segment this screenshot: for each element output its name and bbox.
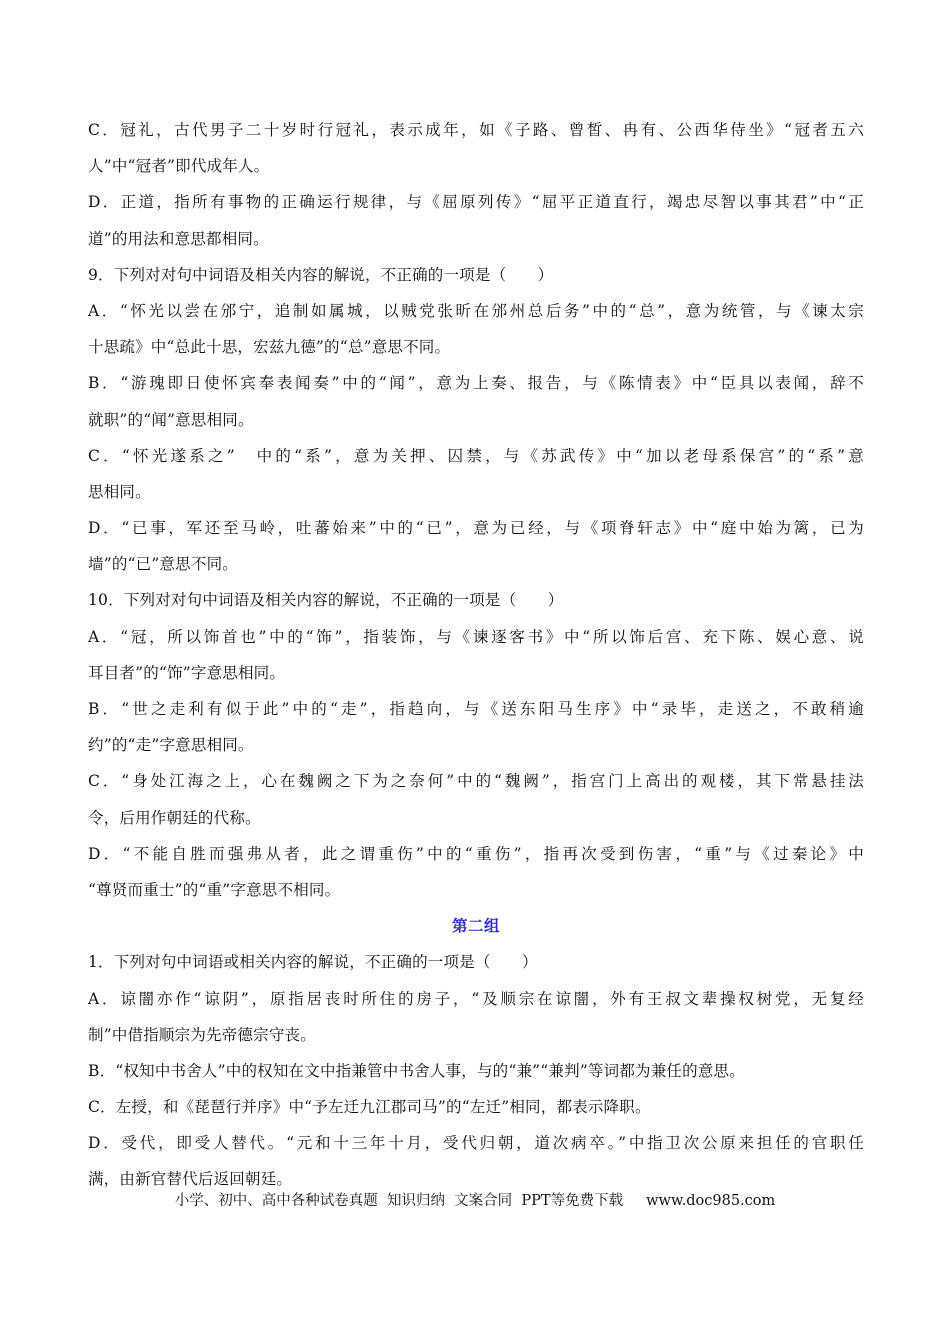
section-title: 第二组 xyxy=(451,916,500,936)
text-line: D．“不能自胜而强弗从者，此之谓重伤”中的“重伤”，指再次受到伤害，“重”与《过秦论》中 xyxy=(88,844,864,863)
text-line: B．“权知中书舍人”中的权知在文中指兼管中书舍人事，与的“兼”“兼判”等词都为兼任的意思。 xyxy=(88,1061,745,1080)
text-line: 9．下列对对句中词语及相关内容的解说，不正确的一项是（ ） xyxy=(88,265,554,284)
text-line: 就职”的“闻”意思相同。 xyxy=(88,410,254,429)
document-body xyxy=(88,112,864,1198)
text-line: C．“怀光遂系之” 中的“系”，意为关押、囚禁，与《苏武传》中“加以老母系保宫”的“系”意 xyxy=(88,446,864,465)
text-line: A．“冠，所以饰首也”中的“饰”，指装饰，与《谏逐客书》中“所以饰后宫、充下陈、娱心意、说 xyxy=(88,627,864,646)
text-line: 墙”的“已”意思不同。 xyxy=(88,555,238,574)
text-line: C．“身处江海之上，心在魏阙之下为之奈何”中的“魏阙”，指宫门上高出的观楼，其下常悬挂法 xyxy=(88,772,864,791)
text-line: C．冠礼，古代男子二十岁时行冠礼，表示成年，如《子路、曾皙、冉有、公西华侍坐》“冠者五六 xyxy=(88,121,864,139)
text-line: 耳目者”的“饰”字意思相同。 xyxy=(88,663,286,682)
text-line: 人”中“冠者”即代成年人。 xyxy=(88,157,270,176)
text-line: 制”中借指顺宗为先帝德宗守丧。 xyxy=(88,1025,316,1044)
text-line: 道”的用法和意思都相同。 xyxy=(88,229,269,248)
text-line: D．正道，指所有事物的正确运行规律，与《屈原列传》“屈平正道直行，竭忠尽智以事其君”中“正 xyxy=(88,193,864,212)
text-line: 约”的“走”字意思相同。 xyxy=(88,736,254,755)
question-block-group-one xyxy=(88,112,864,908)
text-line: B．“游瑰即日使怀宾奉表闻奏”中的“闻”，意为上奏、报告，与《陈情表》中“臣具以表闻，辞不 xyxy=(88,374,864,393)
text-line: D．受代，即受人替代。“元和十三年十月，受代归朝，道次病卒。”中指卫次公原来担任的官职任 xyxy=(88,1134,864,1153)
text-line: A．谅闇亦作“谅阴”，原指居丧时所住的房子，“及顺宗在谅闇，外有王叔文辈操权树党，无复经 xyxy=(88,989,864,1008)
text-line: “尊贤而重士”的“重”字意思不相同。 xyxy=(88,880,341,899)
text-line: 1．下列对句中词语或相关内容的解说，不正确的一项是（ ） xyxy=(88,953,538,972)
text-line: B．“世之走利有似于此”中的“走”，指趋向，与《送东阳马生序》中“录毕，走送之，不敢稍逾 xyxy=(88,700,864,718)
question-block-group-two xyxy=(88,944,864,1197)
text-line: 10．下列对对句中词语及相关内容的解说，不正确的一项是（ ） xyxy=(88,591,564,610)
text-line: A．“怀光以尝在邠宁，追制如属城，以贼党张昕在邠州总后务”中的“总”，意为统管，与《谏太宗 xyxy=(88,301,864,320)
text-line: 十思疏》中“总此十思，宏兹九德”的“总”意思不同。 xyxy=(88,338,451,357)
page-footer: 小学、初中、高中各种试卷真题 知识归纳 文案合同 PPT等免费下载 www.doc985.com xyxy=(174,1193,776,1209)
text-line: 思相同。 xyxy=(88,482,151,501)
text-line: 满，由新官替代后返回朝廷。 xyxy=(88,1170,293,1189)
text-line: D．“已事，军还至马岭，吐蕃始来”中的“已”，意为已经，与《项脊轩志》中“庭中始为篱，已为 xyxy=(88,519,864,538)
text-line: C．左授，和《琵琶行并序》中“予左迁九江郡司马”的“左迁”相同，都表示降职。 xyxy=(88,1098,651,1117)
text-line: 令，后用作朝廷的代称。 xyxy=(88,808,261,827)
